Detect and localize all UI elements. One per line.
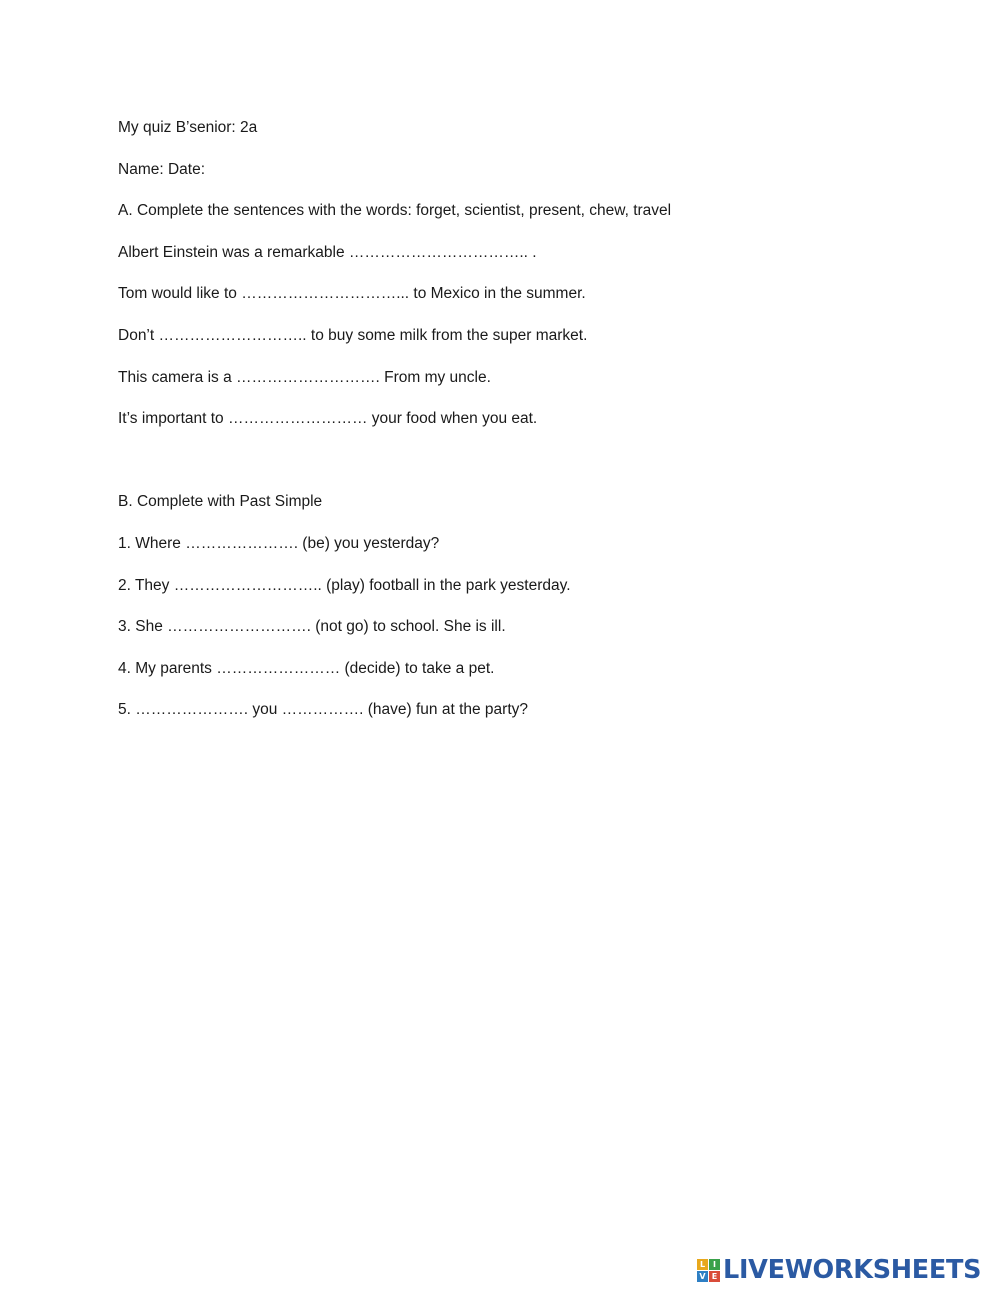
section-a-sentence-1: Albert Einstein was a remarkable …………………………….. .: [118, 243, 537, 261]
section-a-sentence-5: It’s important to ……………………… your food when you eat.: [118, 410, 538, 428]
logo-letter-i: I: [709, 1259, 720, 1270]
liveworksheets-logo-icon: [697, 1259, 720, 1282]
section-b-sentence-5: 5. …………………. you ……………. (have) fun at the party?: [118, 701, 529, 719]
section-b-instruction: B. Complete with Past Simple: [118, 493, 323, 511]
section-a-sentence-3: Don’t ……………………….. to buy some milk from the super market.: [118, 326, 588, 344]
section-a-sentence-2: Tom would like to …………………………... to Mexico in the summer.: [118, 285, 586, 303]
name-date-line: Name: Date:: [118, 160, 206, 178]
worksheet: [118, 118, 878, 742]
section-a-sentence-4: This camera is a ………………………. From my uncle.: [118, 368, 491, 386]
brand-wordmark: LIVEWORKSHEETS: [723, 1255, 982, 1285]
logo-letter-e: E: [709, 1271, 720, 1282]
section-b-sentence-2: 2. They ……………………….. (play) football in the park yesterday.: [118, 576, 571, 594]
section-divider: [118, 451, 878, 493]
logo-letter-l: L: [697, 1259, 708, 1270]
section-b-sentence-4: 4. My parents …………………… (decide) to take a pet.: [118, 659, 495, 677]
quiz-title: My quiz B’senior: 2a: [118, 119, 258, 136]
section-a-instruction: A. Complete the sentences with the words: forget, scientist, present, chew, travel: [118, 202, 672, 220]
section-b-sentence-1: 1. Where …………………. (be) you yesterday?: [118, 534, 440, 552]
section-b-sentence-3: 3. She ………………………. (not go) to school. She is ill.: [118, 618, 506, 636]
logo-letter-v: V: [697, 1271, 708, 1282]
liveworksheets-brand: [697, 1256, 981, 1284]
